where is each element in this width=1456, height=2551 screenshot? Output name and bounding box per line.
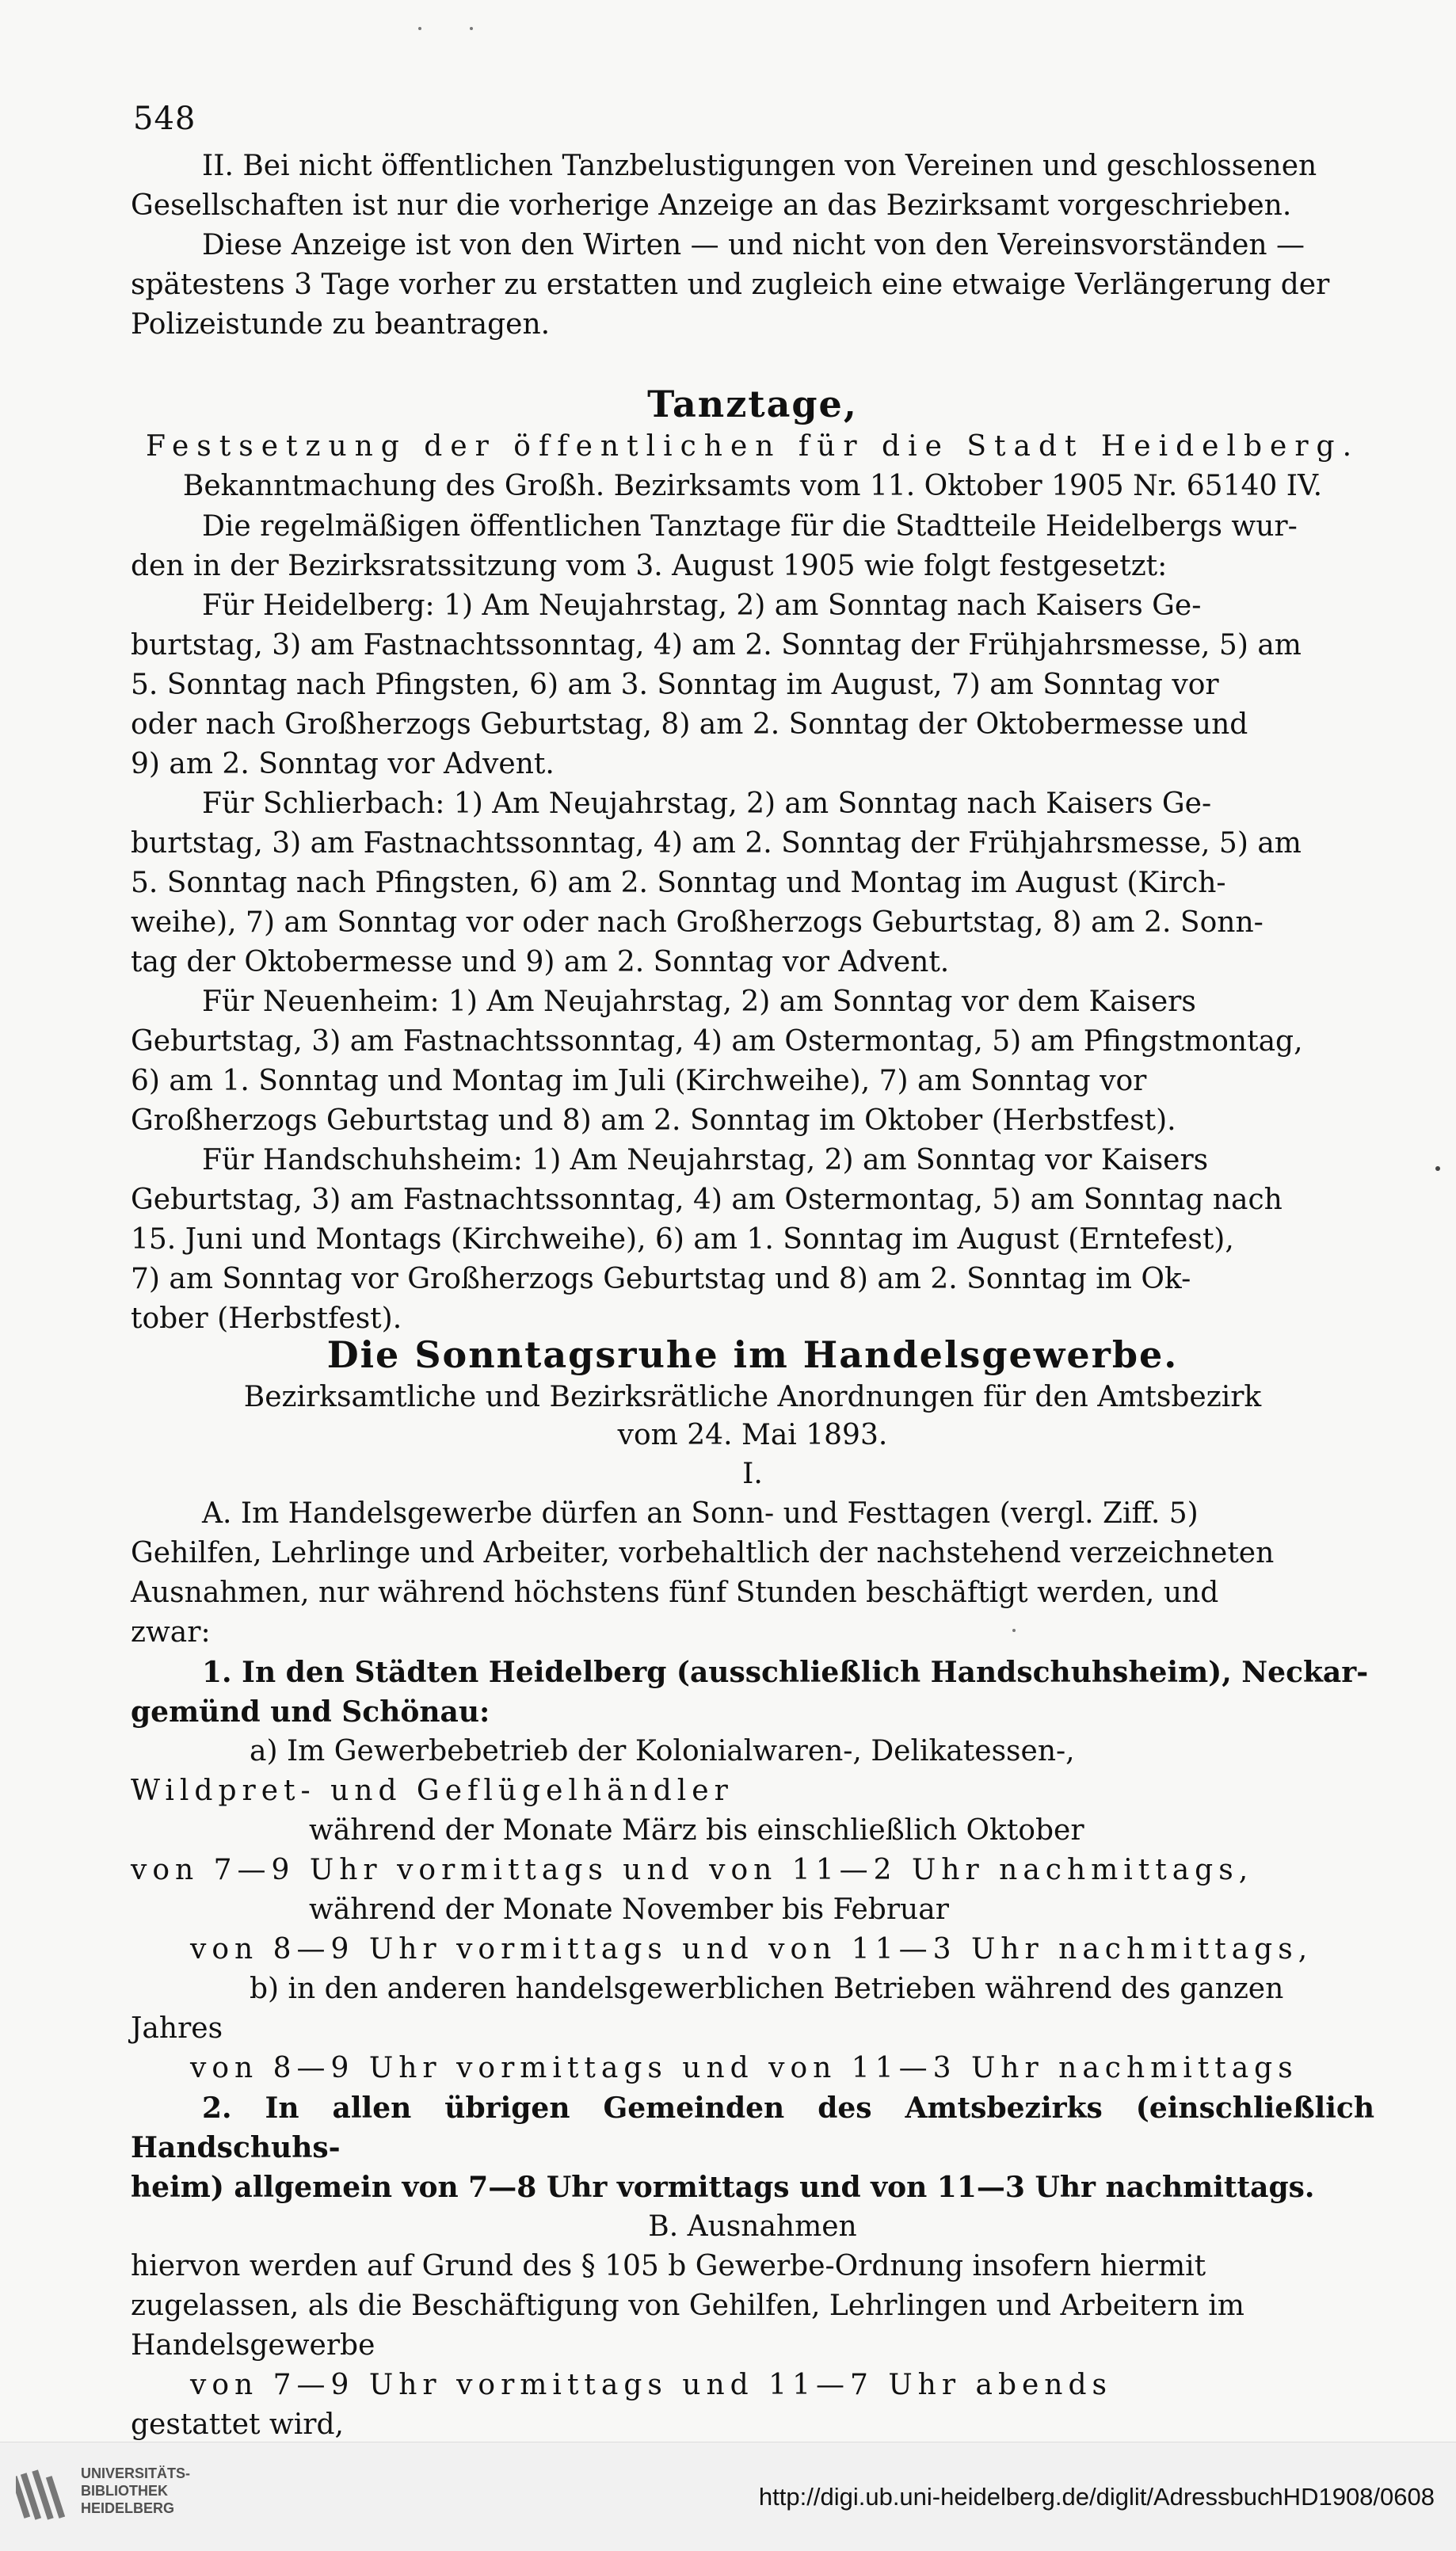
point-one-heading: 1. In den Städten Heidelberg (ausschließlich Handschuhsheim), Neckar-: [202, 1656, 1369, 1689]
source-url-link[interactable]: http://digi.ub.uni-heidelberg.de/diglit/AdressbuchHD1908/0608: [758, 2483, 1435, 2511]
point-one-b-line: b) in den anderen handelsgewerblichen Betrieben während des ganzen: [250, 1973, 1284, 2005]
neuenheim-line: Großherzogs Geburtstag und 8) am 2. Sonntag im Oktober (Herbstfest).: [131, 1104, 1176, 1137]
library-logo-line: UNIVERSITÄTS-: [81, 2465, 191, 2481]
point-two-line: heim) allgemein von 7—8 Uhr vormittags und von 11—3 Uhr nachmittags.: [131, 2171, 1315, 2204]
library-footer: [0, 2442, 1456, 2551]
opening-line: Gesellschaften ist nur die vorherige Anzeige an das Bezirksamt vorgeschrieben.: [131, 189, 1292, 222]
section-b-line: Handelsgewerbe: [131, 2329, 375, 2362]
point-one-a-line: von 8—9 Uhr vormittags und von 11—3 Uhr nachmittags,: [190, 1933, 1313, 1966]
tanztage-subtitle: Festsetzung der öffentlichen für die Stadt Heidelberg.: [145, 430, 1360, 463]
heidelberg-line: burtstag, 3) am Fastnachtssonntag, 4) am 2. Sonntag der Frühjahrsmesse, 5) am: [131, 629, 1302, 662]
section-a-line: A. Im Handelsgewerbe dürfen an Sonn- und Festtagen (vergl. Ziff. 5): [202, 1497, 1199, 1530]
neuenheim-line: 6) am 1. Sonntag und Montag im Juli (Kirchweihe), 7) am Sonntag vor: [131, 1065, 1147, 1097]
sonntagsruhe-subtitle: vom 24. Mai 1893.: [617, 1419, 888, 1451]
opening-line: Polizeistunde zu beantragen.: [131, 308, 551, 341]
schlierbach-line: Für Schlierbach: 1) Am Neujahrstag, 2) am Sonntag nach Kaisers Ge-: [202, 787, 1212, 820]
neuenheim-line: Geburtstag, 3) am Fastnachtssonntag, 4) am Ostermontag, 5) am Pfingstmontag,: [131, 1025, 1303, 1058]
section-b-line: zugelassen, als die Beschäftigung von Gehilfen, Lehrlingen und Arbeitern im: [131, 2290, 1244, 2322]
handschuhsheim-line: Für Handschuhsheim: 1) Am Neujahrstag, 2) am Sonntag vor Kaisers: [202, 1144, 1209, 1176]
scan-speck: [418, 27, 421, 30]
neuenheim-line: Für Neuenheim: 1) Am Neujahrstag, 2) am Sonntag vor dem Kaisers: [202, 986, 1196, 1018]
handschuhsheim-line: tober (Herbstfest).: [131, 1302, 402, 1335]
schlierbach-line: tag der Oktobermesse und 9) am 2. Sonntag vor Advent.: [131, 946, 950, 978]
section-a-line: zwar:: [131, 1616, 211, 1649]
opening-line: II. Bei nicht öffentlichen Tanzbelustigungen von Vereinen und geschlossenen: [202, 150, 1317, 182]
section-b-title: B. Ausnahmen: [648, 2210, 857, 2243]
section-a-line: Gehilfen, Lehrlinge und Arbeiter, vorbehaltlich der nachstehend verzeichneten: [131, 1537, 1275, 1569]
point-one-a-line: a) Im Gewerbebetrieb der Kolonialwaren-, Delikatessen-,: [250, 1735, 1075, 1767]
heidelberg-line: Für Heidelberg: 1) Am Neujahrstag, 2) am Sonntag nach Kaisers Ge-: [202, 589, 1202, 622]
section-a-line: Ausnahmen, nur während höchstens fünf Stunden beschäftigt werden, und: [131, 1577, 1219, 1609]
sonntagsruhe-title: Die Sonntagsruhe im Handelsgewerbe.: [326, 1333, 1179, 1376]
point-one-a-line: Wildpret- und Geflügelhändler: [131, 1775, 734, 1807]
point-one-a-line: während der Monate November bis Februar: [309, 1893, 949, 1926]
section-b-line: von 7—9 Uhr vormittags und 11—7 Uhr abends: [190, 2369, 1113, 2401]
point-one-heading: gemünd und Schönau:: [131, 1695, 490, 1729]
handschuhsheim-line: Geburtstag, 3) am Fastnachtssonntag, 4) am Ostermontag, 5) am Sonntag nach: [131, 1184, 1283, 1216]
point-one-a-line: von 7—9 Uhr vormittags und von 11—2 Uhr nachmittags,: [131, 1854, 1254, 1886]
opening-line: spätestens 3 Tage vorher zu erstatten und zugleich eine etwaige Verlängerung der: [131, 269, 1330, 301]
section-b-line: hiervon werden auf Grund des § 105 b Gewerbe-Ordnung insofern hiermit: [131, 2250, 1206, 2282]
library-logo: [16, 2465, 202, 2530]
point-two-line: 2. In allen übrigen Gemeinden des Amtsbezirks (einschließlich Handschuhs-: [131, 2092, 1374, 2164]
schlierbach-line: burtstag, 3) am Fastnachtssonntag, 4) am 2. Sonntag der Frühjahrsmesse, 5) am: [131, 827, 1302, 860]
section-roman-number: I.: [742, 1458, 763, 1490]
tanztage-section: [131, 380, 1374, 1339]
library-logo-text: [81, 2465, 204, 2517]
handschuhsheim-line: 7) am Sonntag vor Großherzogs Geburtstag und 8) am 2. Sonntag im Ok-: [131, 1263, 1191, 1295]
sonntagsruhe-section: [131, 1331, 1374, 2445]
point-one-b-line: Jahres: [131, 2012, 223, 2045]
point-one-b-line: von 8—9 Uhr vormittags und von 11—3 Uhr nachmittags: [190, 2052, 1298, 2084]
scan-speck: [1435, 1166, 1440, 1171]
heidelberg-line: 5. Sonntag nach Pfingsten, 6) am 3. Sonntag im August, 7) am Sonntag vor: [131, 669, 1219, 701]
tanztage-intro-line: den in der Bezirksratssitzung vom 3. August 1905 wie folgt festgesetzt:: [131, 550, 1168, 582]
tanztage-title: Tanztage,: [647, 383, 858, 425]
schlierbach-line: weihe), 7) am Sonntag vor oder nach Großherzogs Geburtstag, 8) am 2. Sonn-: [131, 906, 1264, 939]
opening-section: [131, 147, 1374, 345]
point-one-a-line: während der Monate März bis einschließlich Oktober: [309, 1814, 1084, 1847]
scan-speck: [470, 27, 473, 30]
tanztage-intro-line: Die regelmäßigen öffentlichen Tanztage für die Stadtteile Heidelbergs wur-: [202, 510, 1298, 543]
heidelberg-line: oder nach Großherzogs Geburtstag, 8) am 2. Sonntag der Oktobermesse und: [131, 708, 1248, 741]
library-logo-line: HEIDELBERG: [81, 2500, 175, 2516]
schlierbach-line: 5. Sonntag nach Pfingsten, 6) am 2. Sonntag und Montag im August (Kirch-: [131, 867, 1226, 899]
handschuhsheim-line: 15. Juni und Montags (Kirchweihe), 6) am 1. Sonntag im August (Erntefest),: [131, 1223, 1234, 1256]
library-logo-icon: [16, 2469, 71, 2525]
heidelberg-line: 9) am 2. Sonntag vor Advent.: [131, 748, 555, 780]
tanztage-notice: Bekanntmachung des Großh. Bezirksamts vom 11. Oktober 1905 Nr. 65140 IV.: [182, 470, 1323, 502]
section-b-line: gestattet wird,: [131, 2408, 344, 2441]
opening-line: Diese Anzeige ist von den Wirten — und nicht von den Vereinsvorständen —: [202, 229, 1305, 261]
library-logo-line: BIBLIOTHEK: [81, 2483, 168, 2499]
page-number: 548: [133, 101, 196, 137]
sonntagsruhe-subtitle: Bezirksamtliche und Bezirksrätliche Anordnungen für den Amtsbezirk: [243, 1381, 1262, 1413]
